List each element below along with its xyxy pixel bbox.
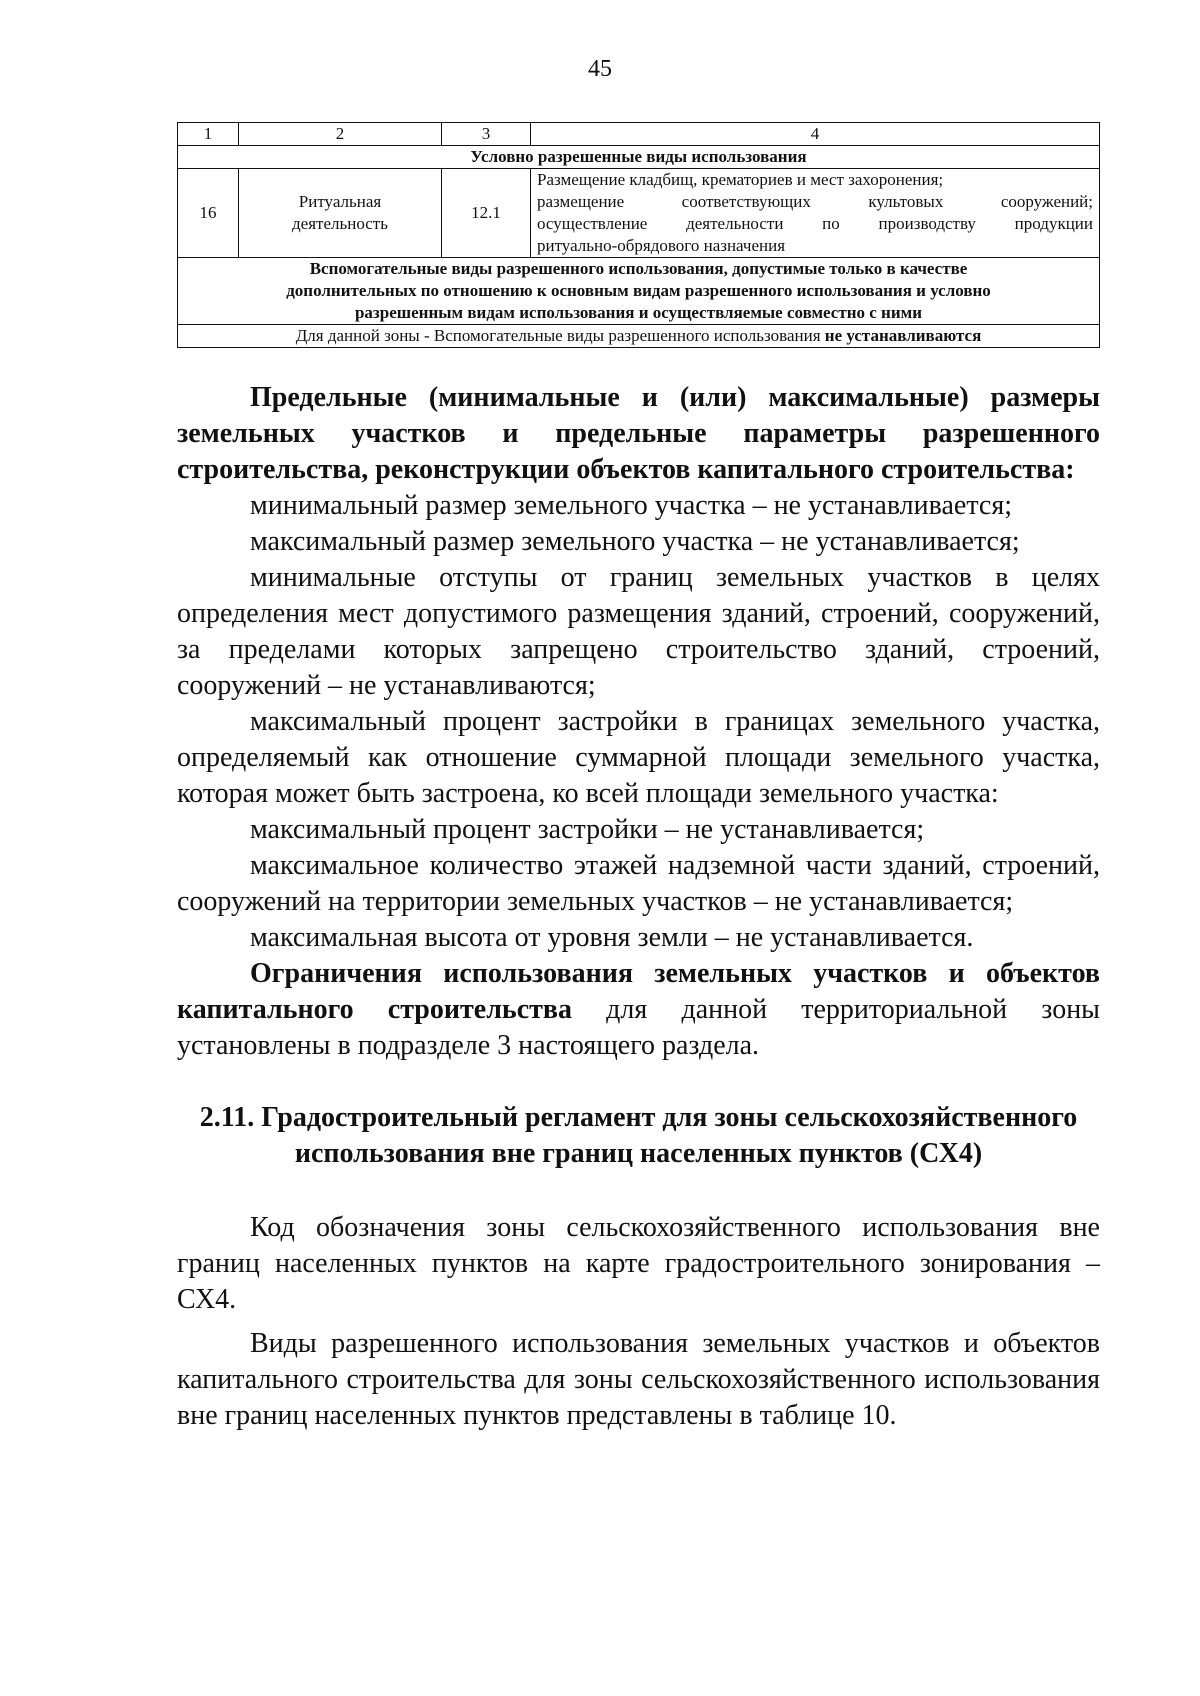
limits-item: максимальная высота от уровня земли – не устанавливается. [250,922,974,953]
section-heading [177,1100,1100,1172]
zone-code-paragraph: Код обозначения зоны сельскохозяйственного использования вне границ населенных пунктов на карте градостроительного зонирования – СХ4. [177,1212,1100,1315]
auxiliary-header-line-1: Вспомогательные виды разрешенного использования, допустимые только в качестве [309,259,968,278]
table-column-numbers-row [178,123,1100,146]
auxiliary-header-line-2: дополнительных по отношению к основным видам разрешенного использования и условно [286,281,991,300]
column-number-4: 4 [531,123,1100,146]
limits-item: минимальный размер земельного участка – не устанавливается; [250,490,1013,521]
section-heading-line-1: 2.11. Градостроительный регламент для зоны сельскохозяйственного [199,1102,1078,1133]
use-name [239,169,442,258]
conditional-uses-header-row [178,146,1100,169]
auxiliary-uses-header-row [178,258,1100,325]
limits-item: максимальный процент застройки в границах земельного участка, определяемый как отношение суммарной площади земельного участка, которая может быть застроена, ко всей площади земельного участка: [177,706,1100,809]
use-name-line-1: Ритуальная [298,192,382,211]
restrictions-rest: для данной территориальной зоны установлены в подразделе 3 настоящего раздела. [177,994,1100,1061]
limits-section [177,380,1100,1064]
use-description-line: осуществление деятельности по производству продукции [537,214,1093,233]
use-description-line: размещение соответствующих культовых сооружений; [537,192,1093,211]
section-heading-line-2: использования вне границ населенных пунктов (СХ4) [294,1138,983,1169]
permitted-uses-paragraph: Виды разрешенного использования земельных участков и объектов капитального строительства для зоны сельскохозяйственного использования вне границ населенных пунктов представлены в таблице 10. [177,1328,1100,1431]
page-number: 45 [588,56,612,82]
auxiliary-note-bold: не устанавливаются [824,326,982,345]
limits-item: минимальные отступы от границ земельных участков в целях определения мест допустимого размещения зданий, строений, сооружений, за пределами которых запрещено строительство зданий, строений, сооружений – не устанавливаются; [177,562,1100,701]
auxiliary-header-line-3: разрешенным видам использования и осуществляемые совместно с ними [354,303,923,322]
use-description [531,169,1100,258]
limits-heading: Предельные (минимальные и (или) максимальные) размеры земельных участков и предельные параметры разрешенного строительства, реконструкции объектов капитального строительства: [177,382,1100,485]
row-number: 16 [178,169,239,258]
auxiliary-note-row [178,325,1100,348]
auxiliary-note-text: Для данной зоны - Вспомогательные виды разрешенного использования [295,326,825,345]
conditional-uses-header: Условно разрешенные виды использования [178,146,1100,169]
permitted-uses-table [177,122,1100,348]
limits-item: максимальный процент застройки – не устанавливается; [250,814,925,845]
section-body [177,1210,1100,1434]
limits-item: максимальный размер земельного участка – не устанавливается; [250,526,1020,557]
use-name-line-2: деятельность [292,214,388,233]
column-number-1: 1 [178,123,239,146]
restrictions-paragraph [177,956,1100,1064]
use-description-line: Размещение кладбищ, крематориев и мест захоронения; [537,170,944,189]
column-number-2: 2 [239,123,442,146]
use-description-line: ритуально-обрядового назначения [537,236,786,255]
use-code: 12.1 [442,169,531,258]
limits-item: максимальное количество этажей надземной части зданий, строений, сооружений на территории земельных участков – не устанавливается; [177,850,1100,917]
table-row [178,169,1100,258]
auxiliary-note [178,325,1100,348]
auxiliary-uses-header [178,258,1100,325]
column-number-3: 3 [442,123,531,146]
restrictions-bold: Ограничения использования земельных участков и объектов капитального строительства [177,958,1100,1025]
